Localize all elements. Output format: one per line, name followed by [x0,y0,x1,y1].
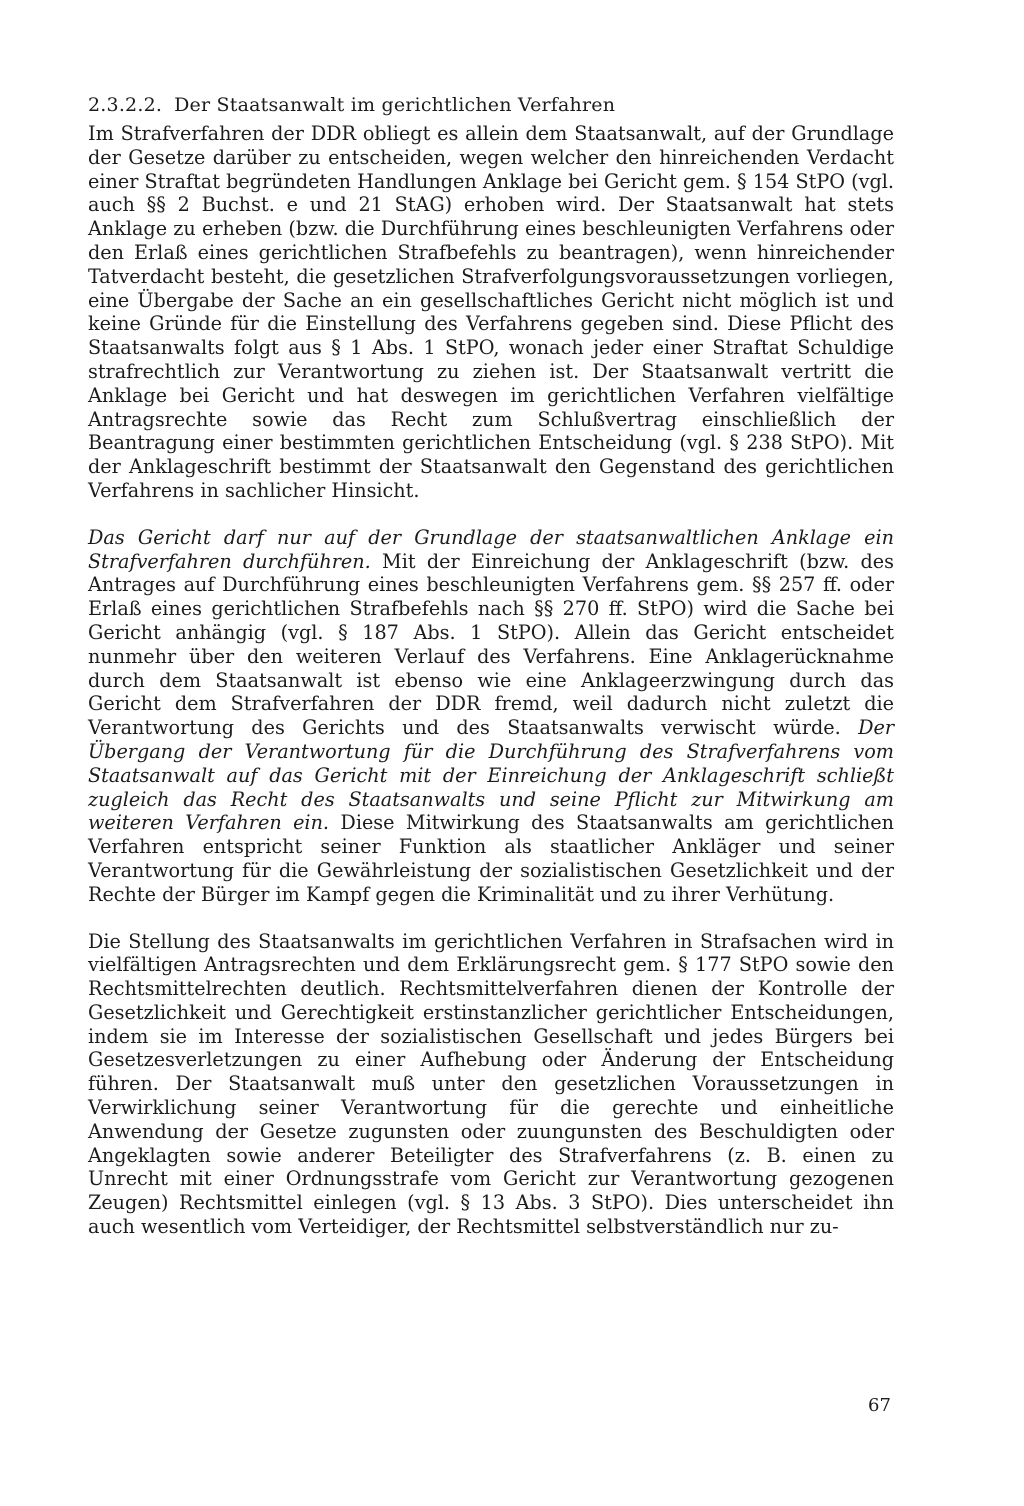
section-title: Der Staatsanwalt im gerichtlichen Verfahren [174,94,616,116]
paragraph-1 [88,122,894,503]
page-number: 67 [868,1395,891,1416]
document-page [88,92,894,1482]
paragraph-2-italic-1: Das Gericht darf nur auf der Grundlage der staatsanwaltlichen Anklage ein Strafverfahren durchführen. [88,525,894,573]
paragraph-3 [88,930,894,1239]
paragraph-3-text: Die Stellung des Staatsanwalts im gerichtlichen Verfahren in Strafsachen wird in vielfältigen Antragsrechten und dem Erklärungsrecht gem. § 177 StPO sowie den Rechtsmittelrechten deutlich. Rechtsmittelverfahren dienen der Kontrolle der Gesetzlichkeit und Gerechtigkeit erstinstanzlicher gerichtlicher Entscheidungen, indem sie im Interesse der sozialistischen Gesellschaft und jedes Bürgers bei Gesetzesverletzungen zu einer Aufhebung oder Änderung der Entscheidung führen. Der Staatsanwalt muß unter den gesetzlichen Voraussetzungen in Verwirklichung seiner Verantwortung für die gerechte und einheitliche Anwendung der Gesetze zugunsten oder zuungunsten des Beschuldigten oder Angeklagten sowie anderer Beteiligter des Strafverfahrens (z. B. einen zu Unrecht mit einer Ordnungsstrafe vom Gericht zur Verantwortung gezogenen Zeugen) Rechtsmittel einlegen (vgl. § 13 Abs. 3 StPO). Dies unterscheidet ihn auch wesentlich vom Verteidiger, der Rechtsmittel selbstverständlich nur zu- [88,929,894,1239]
paragraph-2-italic-2: Der Übergang der Verantwortung für die Durchführung des Strafverfahrens vom Staatsanwalt auf das Gericht mit der Einreichung der Anklageschrift schließt zugleich das Recht des Staatsanwalts und seine Pflicht zur Mitwirkung am weiteren Verfahren ein. [88,716,894,835]
paragraph-2-text-1: Mit der Einreichung der Anklageschrift (bzw. des Antrages auf Durchführung eines beschleunigten Verfahrens gem. §§ 257 ff. oder Erlaß eines gerichtlichen Strafbefehls nach §§ 270 ff. StPO) wird die Sache bei Gericht anhängig (vgl. § 187 Abs. 1 StPO). Allein das Gericht entscheidet nunmehr über den weiteren Verlauf des Verfahrens. Eine Anklagerücknahme durch dem Staatsanwalt ist ebenso wie eine Anklageerzwingung durch das Gericht dem Strafverfahren der DDR fremd, weil dadurch nicht zuletzt die Verantwortung des Gerichts und des Staatsanwalts verwischt würde. [88,549,894,740]
paragraph-2 [88,526,894,907]
section-heading [88,92,894,118]
section-number: 2.3.2.2. [88,94,163,116]
paragraph-1-text: Im Strafverfahren der DDR obliegt es allein dem Staatsanwalt, auf der Grundlage der Gesetze darüber zu entscheiden, wegen welcher den hinreichenden Verdacht einer Straftat begründeten Handlungen Anklage bei Gericht gem. § 154 StPO (vgl. auch §§ 2 Buchst. e und 21 StAG) erhoben wird. Der Staatsanwalt hat stets Anklage zu erheben (bzw. die Durchführung eines beschleunigten Verfahrens oder den Erlaß eines gerichtlichen Strafbefehls zu beantragen), wenn hinreichender Tatverdacht besteht, die gesetzlichen Strafverfolgungsvoraussetzungen vorliegen, eine Übergabe der Sache an ein gesellschaftliches Gericht nicht möglich ist und keine Gründe für die Einstellung des Verfahrens gegeben sind. Diese Pflicht des Staatsanwalts folgt aus § 1 Abs. 1 StPO, wonach jeder einer Straftat Schuldige strafrechtlich zur Verantwortung zu ziehen ist. Der Staatsanwalt vertritt die Anklage bei Gericht und hat deswegen im gerichtlichen Verfahren vielfältige Antragsrechte sowie das Recht zum Schlußvertrag einschließlich der Beantragung einer bestimmten gerichtlichen Entscheidung (vgl. § 238 StPO). Mit der Anklageschrift bestimmt der Staatsanwalt den Gegenstand des gerichtlichen Verfahrens in sachlicher Hinsicht. [88,122,894,502]
paragraph-2-text-2: Diese Mitwirkung des Staatsanwalts am gerichtlichen Verfahren entspricht seiner Funktion als staatlicher Ankläger und seiner Verantwortung für die Gewährleistung der sozialistischen Gesetzlichkeit und der Rechte der Bürger im Kampf gegen die Kriminalität und zu ihrer Verhütung. [88,811,894,906]
